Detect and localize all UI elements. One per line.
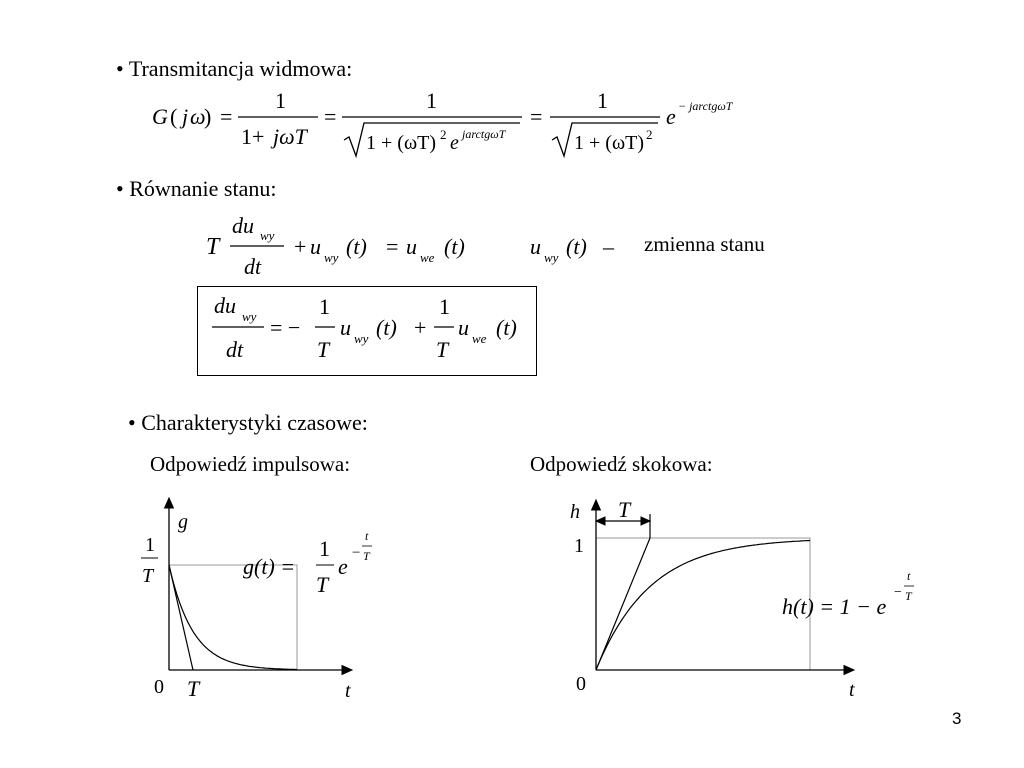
y-tick-numerator: 1 bbox=[145, 534, 155, 556]
denominator-jomegaT: jωT bbox=[273, 124, 307, 149]
numerator-du: du bbox=[214, 293, 236, 318]
state-variable-label: zmienna stanu bbox=[644, 232, 765, 256]
symbol-u: u bbox=[458, 315, 469, 340]
tangent-line bbox=[596, 538, 650, 670]
equals-sign: = bbox=[220, 104, 233, 129]
heading-time-characteristics: Charakterystyki czasowe: bbox=[141, 410, 368, 435]
y-tick-denominator: T bbox=[142, 565, 154, 587]
T-tick-label: T bbox=[187, 676, 200, 701]
boxed-state-equation bbox=[197, 286, 537, 376]
square-exponent: 2 bbox=[440, 127, 447, 142]
step-exp-numerator: t bbox=[907, 569, 911, 583]
denominator-dt: dt bbox=[226, 337, 244, 362]
formula-state-equation bbox=[200, 208, 640, 288]
bullet-symbol: • bbox=[128, 410, 136, 435]
symbol-e: e bbox=[666, 104, 676, 129]
y-axis-label: h bbox=[570, 501, 580, 523]
bullet-time-characteristics bbox=[128, 410, 368, 436]
step-formula-lhs: h(t) = 1 − e bbox=[782, 594, 887, 619]
plus-sign: + bbox=[294, 234, 307, 259]
step-response-title: Odpowiedź skokowa: bbox=[530, 452, 713, 476]
page-number: 3 bbox=[952, 709, 962, 728]
minus-equals: = − bbox=[270, 315, 301, 340]
symbol-T: T bbox=[206, 234, 220, 260]
step-exp-sign: − bbox=[894, 585, 902, 600]
formula-state-equation-normalized bbox=[198, 287, 536, 375]
argument-t: (t) bbox=[346, 234, 367, 259]
denominator-dt: dt bbox=[244, 254, 262, 279]
denominator-one-plus: 1+ bbox=[241, 124, 265, 149]
bullet-spectral-transmittance bbox=[116, 56, 352, 82]
symbol-j: j bbox=[182, 104, 189, 129]
equals-sign: = bbox=[530, 104, 543, 129]
bullet-symbol: • bbox=[116, 176, 124, 201]
numerator-one: 1 bbox=[319, 294, 330, 319]
argument-t: (t) bbox=[566, 234, 587, 259]
reference-box bbox=[596, 538, 810, 670]
paren-close: ) bbox=[204, 104, 212, 129]
origin-label: 0 bbox=[154, 676, 164, 698]
formula-spectral-transmittance bbox=[140, 86, 780, 166]
dash: – bbox=[603, 234, 614, 259]
paren-open: ( bbox=[170, 104, 178, 129]
subscript-wy: wy bbox=[324, 250, 339, 265]
symbol-u: u bbox=[530, 234, 541, 259]
subscript-wy: wy bbox=[242, 309, 257, 324]
symbol-u: u bbox=[310, 234, 321, 259]
numerator-one: 1 bbox=[597, 88, 608, 113]
numerator-one: 1 bbox=[275, 88, 286, 113]
sqrt-body: 1 + (ωT) bbox=[366, 132, 436, 154]
plus-sign: + bbox=[414, 315, 427, 340]
reference-box bbox=[169, 565, 297, 670]
y-axis-label: g bbox=[178, 511, 188, 533]
impulse-exp-sign: − bbox=[352, 545, 361, 561]
exponent-jarctg: jarctgωT bbox=[462, 127, 506, 141]
step-response-plot bbox=[560, 496, 980, 706]
heading-state-equation: Równanie stanu: bbox=[129, 176, 277, 201]
symbol-omega: ω bbox=[190, 104, 206, 129]
impulse-response-plot bbox=[130, 490, 530, 710]
denominator-T: T bbox=[436, 337, 449, 362]
step-curve bbox=[596, 541, 810, 671]
impulse-formula-lhs: g(t) = bbox=[243, 554, 296, 579]
subscript-we: we bbox=[472, 331, 487, 346]
step-exp-denominator: T bbox=[905, 589, 912, 603]
square-exponent: 2 bbox=[646, 127, 653, 142]
impulse-exp-numerator: t bbox=[365, 529, 369, 543]
impulse-response-title: Odpowiedź impulsowa: bbox=[150, 452, 351, 476]
origin-label: 0 bbox=[576, 673, 586, 695]
sqrt-body: 1 + (ωT) bbox=[574, 132, 644, 154]
exponent-neg-jarctg: − jarctgωT bbox=[678, 99, 733, 113]
argument-t: (t) bbox=[376, 315, 397, 340]
argument-t: (t) bbox=[496, 315, 517, 340]
numerator-one: 1 bbox=[426, 88, 437, 113]
equals-sign: = bbox=[386, 234, 399, 259]
equals-sign: = bbox=[324, 104, 337, 129]
time-constant-label: T bbox=[618, 497, 631, 522]
symbol-G: G bbox=[152, 104, 168, 129]
numerator-du: du bbox=[232, 213, 254, 238]
impulse-formula-numerator: 1 bbox=[319, 536, 330, 561]
impulse-exp-denominator: T bbox=[363, 549, 370, 563]
bullet-symbol: • bbox=[116, 56, 124, 81]
x-axis-label: t bbox=[345, 680, 351, 702]
subscript-wy: wy bbox=[354, 331, 369, 346]
denominator-T: T bbox=[317, 337, 330, 362]
x-axis-label: t bbox=[849, 679, 855, 701]
y-tick-one: 1 bbox=[574, 535, 584, 557]
impulse-formula-e: e bbox=[338, 554, 348, 579]
subscript-we: we bbox=[420, 250, 435, 265]
symbol-e: e bbox=[450, 132, 459, 154]
symbol-u: u bbox=[406, 234, 417, 259]
symbol-u: u bbox=[340, 315, 351, 340]
argument-t: (t) bbox=[444, 234, 465, 259]
subscript-wy: wy bbox=[544, 250, 559, 265]
impulse-curve bbox=[169, 565, 297, 670]
numerator-one: 1 bbox=[439, 294, 450, 319]
impulse-formula-denominator: T bbox=[316, 572, 329, 597]
bullet-state-equation bbox=[116, 176, 276, 202]
heading-spectral-transmittance: Transmitancja widmowa: bbox=[128, 56, 353, 81]
subscript-wy: wy bbox=[260, 228, 275, 243]
